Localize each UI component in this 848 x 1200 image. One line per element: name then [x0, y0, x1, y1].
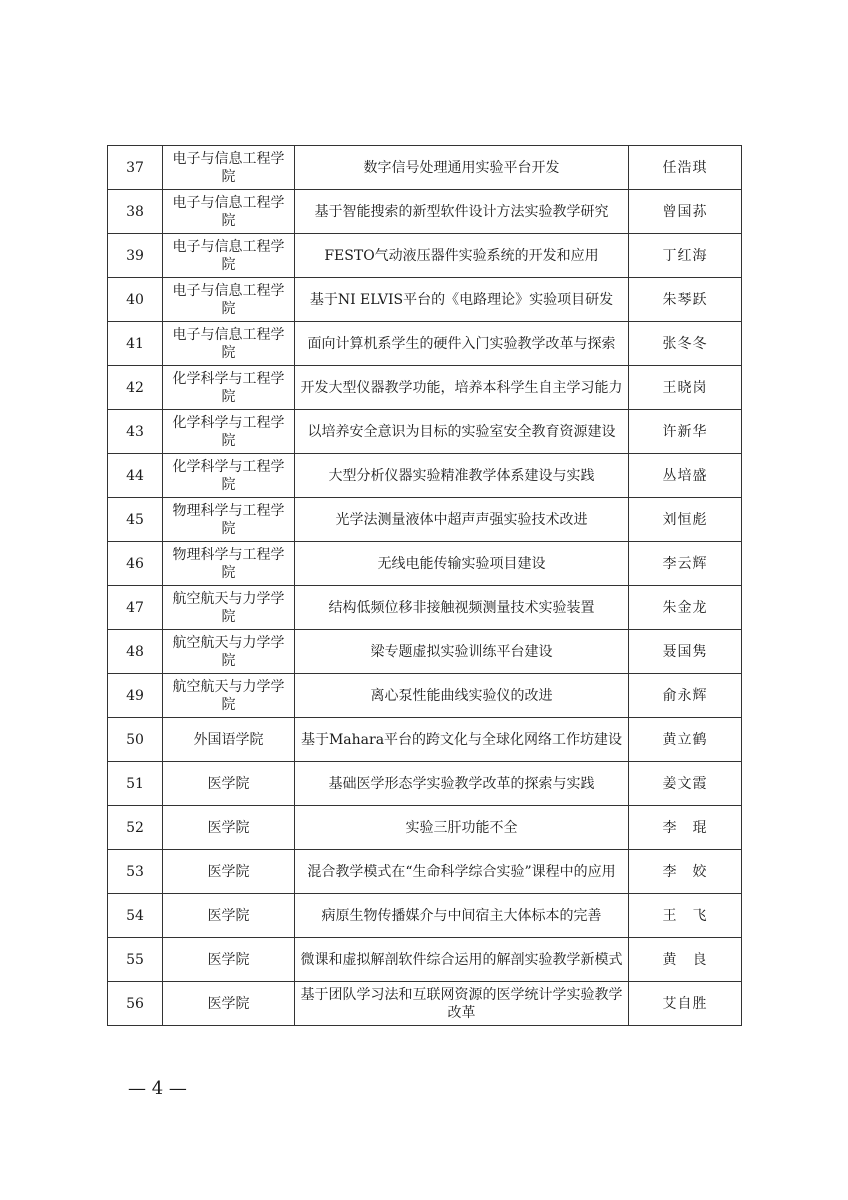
person-name-cell: 丛培盛	[629, 454, 742, 498]
table-row	[108, 806, 742, 850]
project-title-cell: 面向计算机系学生的硬件入门实验教学改革与探索	[295, 322, 629, 366]
college-cell: 物理科学与工程学院	[163, 542, 295, 586]
project-title-cell: 开发大型仪器教学功能，培养本科学生自主学习能力	[295, 366, 629, 410]
project-title-cell: 梁专题虚拟实验训练平台建设	[295, 630, 629, 674]
row-number: 44	[108, 454, 163, 498]
row-number: 56	[108, 982, 163, 1026]
row-number: 39	[108, 234, 163, 278]
table-row	[108, 630, 742, 674]
row-number: 47	[108, 586, 163, 630]
table-row	[108, 322, 742, 366]
row-number: 42	[108, 366, 163, 410]
table-row	[108, 498, 742, 542]
project-title-cell: 基于智能搜索的新型软件设计方法实验教学研究	[295, 190, 629, 234]
table-row	[108, 190, 742, 234]
row-number: 46	[108, 542, 163, 586]
person-name-cell: 黄立鹤	[629, 718, 742, 762]
college-cell: 电子与信息工程学院	[163, 190, 295, 234]
person-name-cell: 俞永辉	[629, 674, 742, 718]
table-row	[108, 674, 742, 718]
person-name-cell: 刘恒彪	[629, 498, 742, 542]
table-row	[108, 718, 742, 762]
college-cell: 医学院	[163, 850, 295, 894]
table-row	[108, 938, 742, 982]
project-title-cell: 离心泵性能曲线实验仪的改进	[295, 674, 629, 718]
college-cell: 电子与信息工程学院	[163, 278, 295, 322]
person-name-cell: 聂国隽	[629, 630, 742, 674]
college-cell: 航空航天与力学学院	[163, 586, 295, 630]
table-row	[108, 366, 742, 410]
page-number: — 4 —	[128, 1078, 187, 1099]
project-title-cell: 光学法测量液体中超声声强实验技术改进	[295, 498, 629, 542]
person-name-cell: 姜文霞	[629, 762, 742, 806]
project-title-cell: 病原生物传播媒介与中间宿主大体标本的完善	[295, 894, 629, 938]
college-cell: 电子与信息工程学院	[163, 234, 295, 278]
row-number: 40	[108, 278, 163, 322]
table-body	[108, 146, 742, 1026]
row-number: 53	[108, 850, 163, 894]
person-name-cell: 李 琨	[629, 806, 742, 850]
college-cell: 航空航天与力学学院	[163, 674, 295, 718]
table-row	[108, 146, 742, 190]
project-title-cell: FESTO气动液压器件实验系统的开发和应用	[295, 234, 629, 278]
college-cell: 电子与信息工程学院	[163, 322, 295, 366]
person-name-cell: 朱琴跃	[629, 278, 742, 322]
row-number: 43	[108, 410, 163, 454]
project-title-cell: 以培养安全意识为目标的实验室安全教育资源建设	[295, 410, 629, 454]
table-row	[108, 894, 742, 938]
person-name-cell: 许新华	[629, 410, 742, 454]
project-title-cell: 无线电能传输实验项目建设	[295, 542, 629, 586]
person-name-cell: 黄 良	[629, 938, 742, 982]
project-title-cell: 基于Mahara平台的跨文化与全球化网络工作坊建设	[295, 718, 629, 762]
project-title-cell: 微课和虚拟解剖软件综合运用的解剖实验教学新模式	[295, 938, 629, 982]
person-name-cell: 王晓岗	[629, 366, 742, 410]
row-number: 54	[108, 894, 163, 938]
college-cell: 医学院	[163, 938, 295, 982]
project-title-cell: 大型分析仪器实验精准教学体系建设与实践	[295, 454, 629, 498]
person-name-cell: 曾国荪	[629, 190, 742, 234]
person-name-cell: 艾自胜	[629, 982, 742, 1026]
project-title-cell: 基于NI ELVIS平台的《电路理论》实验项目研发	[295, 278, 629, 322]
table-row	[108, 410, 742, 454]
table-row	[108, 982, 742, 1026]
person-name-cell: 李 姣	[629, 850, 742, 894]
project-title-cell: 实验三肝功能不全	[295, 806, 629, 850]
row-number: 37	[108, 146, 163, 190]
college-cell: 医学院	[163, 762, 295, 806]
table-row	[108, 762, 742, 806]
row-number: 52	[108, 806, 163, 850]
college-cell: 航空航天与力学学院	[163, 630, 295, 674]
row-number: 51	[108, 762, 163, 806]
project-table	[107, 145, 742, 1026]
row-number: 48	[108, 630, 163, 674]
college-cell: 物理科学与工程学院	[163, 498, 295, 542]
college-cell: 外国语学院	[163, 718, 295, 762]
row-number: 49	[108, 674, 163, 718]
person-name-cell: 丁红海	[629, 234, 742, 278]
row-number: 55	[108, 938, 163, 982]
table-row	[108, 278, 742, 322]
college-cell: 化学科学与工程学院	[163, 366, 295, 410]
college-cell: 医学院	[163, 982, 295, 1026]
person-name-cell: 朱金龙	[629, 586, 742, 630]
person-name-cell: 张冬冬	[629, 322, 742, 366]
college-cell: 化学科学与工程学院	[163, 454, 295, 498]
project-title-cell: 数字信号处理通用实验平台开发	[295, 146, 629, 190]
row-number: 45	[108, 498, 163, 542]
project-title-cell: 混合教学模式在“生命科学综合实验”课程中的应用	[295, 850, 629, 894]
college-cell: 电子与信息工程学院	[163, 146, 295, 190]
row-number: 50	[108, 718, 163, 762]
row-number: 38	[108, 190, 163, 234]
table-row	[108, 850, 742, 894]
person-name-cell: 王 飞	[629, 894, 742, 938]
project-title-cell: 基础医学形态学实验教学改革的探索与实践	[295, 762, 629, 806]
table-row	[108, 586, 742, 630]
college-cell: 化学科学与工程学院	[163, 410, 295, 454]
project-title-cell: 结构低频位移非接触视频测量技术实验装置	[295, 586, 629, 630]
college-cell: 医学院	[163, 894, 295, 938]
row-number: 41	[108, 322, 163, 366]
project-title-cell: 基于团队学习法和互联网资源的医学统计学实验教学改革	[295, 982, 629, 1026]
person-name-cell: 任浩琪	[629, 146, 742, 190]
table-row	[108, 454, 742, 498]
table-row	[108, 234, 742, 278]
college-cell: 医学院	[163, 806, 295, 850]
table-row	[108, 542, 742, 586]
person-name-cell: 李云辉	[629, 542, 742, 586]
